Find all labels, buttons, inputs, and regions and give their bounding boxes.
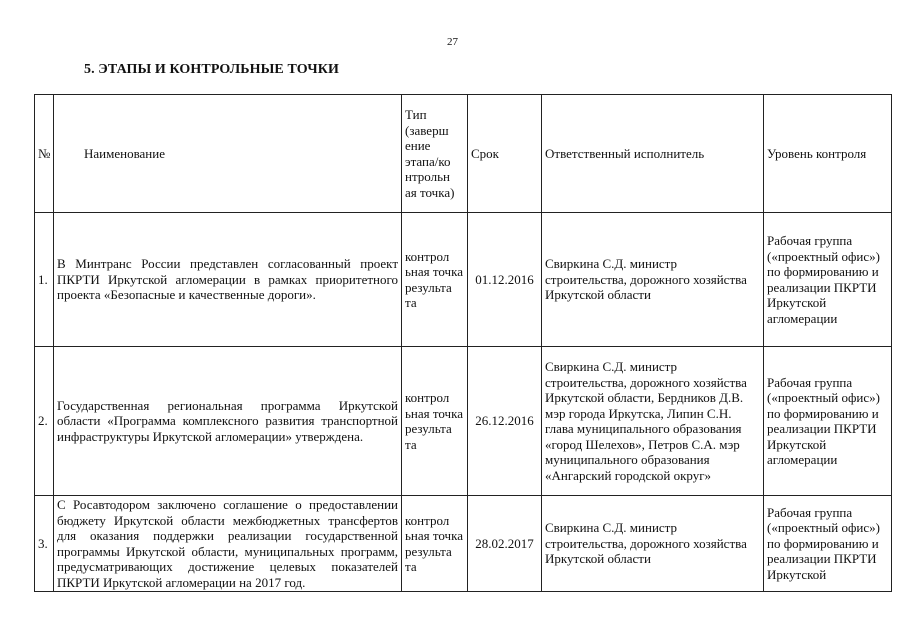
table-row	[35, 347, 892, 496]
row-type: контрол ьная точка результа та	[402, 213, 468, 347]
row-number: 2.	[35, 347, 54, 496]
header-control-level: Уровень контроля	[764, 95, 892, 213]
row-control-level: Рабочая группа («проектный офис») по формированию и реализации ПКРТИ Иркутской	[764, 496, 892, 592]
row-responsible: Свиркина С.Д. министр строительства, дорожного хозяйства Иркутской области	[542, 213, 764, 347]
row-deadline: 26.12.2016	[468, 347, 542, 496]
section-title: 5. ЭТАПЫ И КОНТРОЛЬНЫЕ ТОЧКИ	[84, 62, 339, 77]
header-responsible: Ответственный исполнитель	[542, 95, 764, 213]
row-number: 1.	[35, 213, 54, 347]
stages-table	[34, 94, 892, 592]
row-responsible: Свиркина С.Д. министр строительства, дорожного хозяйства Иркутской области	[542, 496, 764, 592]
header-type: Тип (заверш ение этапа/ко нтрольн ая точка)	[402, 95, 468, 213]
row-deadline: 01.12.2016	[468, 213, 542, 347]
header-deadline: Срок	[468, 95, 542, 213]
row-type: контрол ьная точка результа та	[402, 496, 468, 592]
row-deadline: 28.02.2017	[468, 496, 542, 592]
row-name: В Минтранс России представлен согласованный проект ПКРТИ Иркутской агломерации в рамках приоритетного проекта «Безопасные и качественные дороги».	[54, 213, 402, 347]
row-responsible: Свиркина С.Д. министр строительства, дорожного хозяйства Иркутской области, Бердников Д.В. мэр города Иркутска, Липин С.Н. глава муниципального образования «город Шелехов», Петров С.А. мэр муниципального образования «Ангарский городской округ»	[542, 347, 764, 496]
row-name: Государственная региональная программа Иркутской области «Программа комплексного развития транспортной инфраструктуры Иркутской агломерации» утверждена.	[54, 347, 402, 496]
table-header-row	[35, 95, 892, 213]
row-number: 3.	[35, 496, 54, 592]
row-control-level: Рабочая группа («проектный офис») по формированию и реализации ПКРТИ Иркутской агломерации	[764, 347, 892, 496]
page-number: 27	[447, 36, 458, 48]
row-type: контрол ьная точка результа та	[402, 347, 468, 496]
header-number: №	[35, 95, 54, 213]
header-name: Наименование	[54, 95, 402, 213]
table-row	[35, 496, 892, 592]
table-row	[35, 213, 892, 347]
row-control-level: Рабочая группа («проектный офис») по формированию и реализации ПКРТИ Иркутской агломерации	[764, 213, 892, 347]
row-name: С Росавтодором заключено соглашение о предоставлении бюджету Иркутской области межбюджетных трансфертов для оказания поддержки реализации государственной программы Иркутской области, муниципальных программ, предусматривающих достижение целевых показателей ПКРТИ Иркутской агломерации на 2017 год.	[54, 496, 402, 592]
